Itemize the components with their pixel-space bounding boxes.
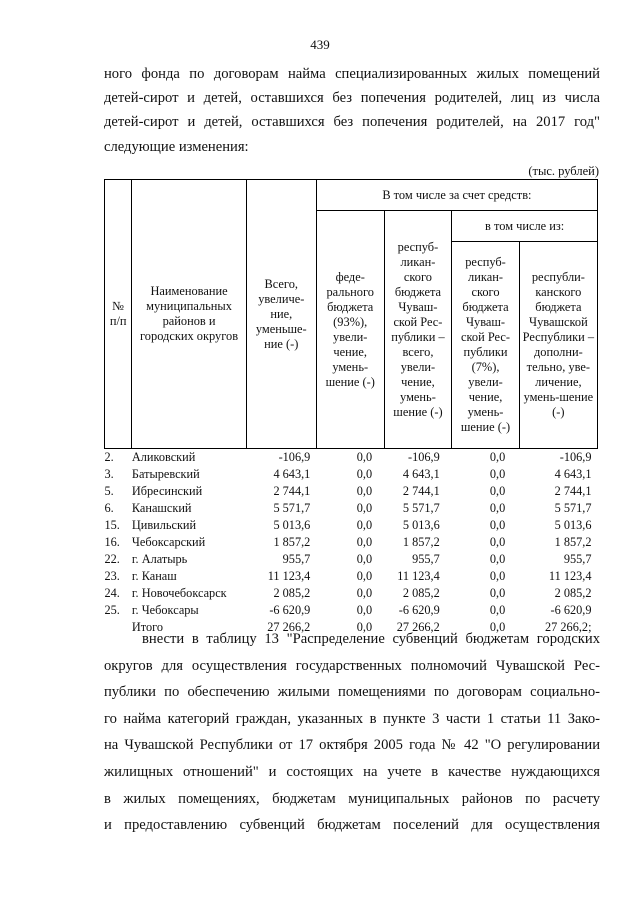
row-republic: 11 123,4 <box>397 569 440 583</box>
intro-line: детей-сирот и детей, оставшихся без попечения родителей, на 2017 год" <box>104 114 600 131</box>
row-total: 1 857,2 <box>273 535 311 549</box>
row-federal: 0,0 <box>356 552 373 566</box>
row-republic-add: 4 643,1 <box>554 467 592 481</box>
intro-line: детей-сирот и детей, оставшихся без попечения родителей, лиц из числа <box>104 90 600 107</box>
row-republic: -6 620,9 <box>398 603 440 617</box>
row-republic-add: 27 266,2; <box>545 620 592 634</box>
row-number: 16. <box>104 535 120 549</box>
row-federal: 0,0 <box>356 535 373 549</box>
row-number: 22. <box>104 552 120 566</box>
row-republic: -106,9 <box>408 450 440 464</box>
row-name: Чебоксарский <box>131 535 206 549</box>
row-republic-7: 0,0 <box>489 467 506 481</box>
row-federal: 0,0 <box>356 620 373 634</box>
row-name: Итого <box>131 620 164 634</box>
row-republic-add: -106,9 <box>559 450 592 464</box>
row-name: Цивильский <box>131 518 197 532</box>
row-republic-add: 1 857,2 <box>554 535 592 549</box>
row-republic-7: 0,0 <box>489 501 506 515</box>
row-federal: 0,0 <box>356 586 373 600</box>
row-federal: 0,0 <box>356 450 373 464</box>
row-republic: 955,7 <box>412 552 440 566</box>
header-subgroup: в том числе из: <box>452 211 598 242</box>
row-number: 5. <box>104 484 114 498</box>
header-republic-add: республи-канского бюджета Чувашской Республики – дополни-тельно, уве-личение, умень-шение (-) <box>519 242 597 449</box>
body-line: внести в таблицу 13 "Распределение субвенций бюджетам городских <box>142 631 600 647</box>
row-number: 3. <box>104 467 114 481</box>
row-name: Канашский <box>131 501 192 515</box>
row-republic-7: 0,0 <box>489 586 506 600</box>
row-total: 2 085,2 <box>273 586 311 600</box>
row-federal: 0,0 <box>356 569 373 583</box>
table-row <box>105 500 598 517</box>
page-number: 439 <box>310 37 330 52</box>
row-federal: 0,0 <box>356 501 373 515</box>
row-name: г. Новочебоксарск <box>131 586 227 600</box>
intro-line: ного фонда по договорам найма специализированных жилых помещений <box>104 66 600 82</box>
row-republic-add: 955,7 <box>563 552 592 566</box>
row-republic-7: 0,0 <box>489 620 506 634</box>
row-republic: 5 013,6 <box>402 518 440 532</box>
body-line: на Чувашской Республики от 17 октября 2005 года № 42 "О регулировании <box>104 737 600 754</box>
table-row <box>105 466 598 483</box>
row-total: 955,7 <box>282 552 311 566</box>
row-republic-add: -6 620,9 <box>550 603 592 617</box>
row-republic: 1 857,2 <box>402 535 440 549</box>
row-total: 11 123,4 <box>267 569 311 583</box>
row-total: -6 620,9 <box>269 603 311 617</box>
row-number: 15. <box>104 518 120 532</box>
header-total: Всего, увеличе-ние, уменьше-ние (-) <box>246 180 316 449</box>
table-row <box>105 568 598 585</box>
row-total: 5 013,6 <box>273 518 311 532</box>
row-name: г. Канаш <box>131 569 177 583</box>
subvention-table <box>104 179 598 636</box>
row-total: 4 643,1 <box>273 467 311 481</box>
row-number: 23. <box>104 569 120 583</box>
row-number: 2. <box>104 450 114 464</box>
row-total: 2 744,1 <box>273 484 311 498</box>
row-name: г. Алатырь <box>131 552 188 566</box>
header-name: Наименование муниципальных районов и городских округов <box>132 180 246 449</box>
table-row <box>105 534 598 551</box>
header-no: № п/п <box>105 180 132 449</box>
row-name: Аликовский <box>131 450 196 464</box>
row-total: 27 266,2 <box>267 620 311 634</box>
header-group: В том числе за счет средств: <box>316 180 597 211</box>
header-republic-7: респуб-ликан-ского бюджета Чуваш-ской Рес-публики (7%), увели-чение, умень-шение (-) <box>452 242 519 449</box>
body-line: го найма категорий граждан, указанных в пункте 3 части 1 статьи 11 Зако- <box>104 710 600 727</box>
row-republic: 4 643,1 <box>402 467 440 481</box>
row-republic-add: 5 571,7 <box>554 501 592 515</box>
row-republic-7: 0,0 <box>489 518 506 532</box>
row-total: 5 571,7 <box>273 501 311 515</box>
row-name: г. Чебоксары <box>131 603 199 617</box>
row-republic-add: 11 123,4 <box>548 569 592 583</box>
row-name: Батыревский <box>131 467 200 481</box>
row-republic-7: 0,0 <box>489 450 506 464</box>
row-name: Ибресинский <box>131 484 203 498</box>
row-republic-add: 5 013,6 <box>554 518 592 532</box>
header-republic: респуб-ликан-ского бюджета Чуваш-ской Рес-публики – всего, увели-чение, умень-шение (-) <box>384 211 452 449</box>
body-line: жилищных отношений" и состоящих на учете в качестве нуждающихся <box>104 763 600 780</box>
body-paragraph <box>104 626 600 839</box>
body-line: округов для осуществления государственных полномочий Чувашской Рес- <box>104 657 600 674</box>
row-number: 6. <box>104 501 114 515</box>
row-republic-7: 0,0 <box>489 603 506 617</box>
table-row <box>105 483 598 500</box>
row-republic: 5 571,7 <box>402 501 440 515</box>
row-republic-add: 2 085,2 <box>554 586 592 600</box>
units-label: (тыс. рублей) <box>528 164 599 178</box>
row-total: -106,9 <box>278 450 311 464</box>
intro-paragraph <box>104 62 600 159</box>
body-line: в жилых помещениях, бюджетам муниципальных районов по расчету <box>104 790 600 807</box>
row-republic-7: 0,0 <box>489 484 506 498</box>
row-republic-7: 0,0 <box>489 569 506 583</box>
table-row <box>105 449 598 467</box>
row-federal: 0,0 <box>356 518 373 532</box>
header-federal: феде-рального бюджета (93%), увели-чение, умень-шение (-) <box>316 211 384 449</box>
body-line: и предоставлению субвенций бюджетам поселений для осуществления <box>104 817 600 834</box>
intro-line: следующие изменения: <box>104 138 249 155</box>
body-line: публики по обеспечению жилыми помещениями по договорам социально- <box>104 684 600 701</box>
row-republic: 2 744,1 <box>402 484 440 498</box>
row-republic-7: 0,0 <box>489 535 506 549</box>
table-row <box>105 585 598 602</box>
row-federal: 0,0 <box>356 484 373 498</box>
row-number: 24. <box>104 586 120 600</box>
row-republic: 2 085,2 <box>402 586 440 600</box>
table-row <box>105 551 598 568</box>
row-number: 25. <box>104 603 120 617</box>
row-republic-add: 2 744,1 <box>554 484 592 498</box>
row-federal: 0,0 <box>356 467 373 481</box>
row-federal: 0,0 <box>356 603 373 617</box>
row-republic-7: 0,0 <box>489 552 506 566</box>
table-row <box>105 517 598 534</box>
table-row <box>105 602 598 619</box>
row-republic: 27 266,2 <box>396 620 440 634</box>
